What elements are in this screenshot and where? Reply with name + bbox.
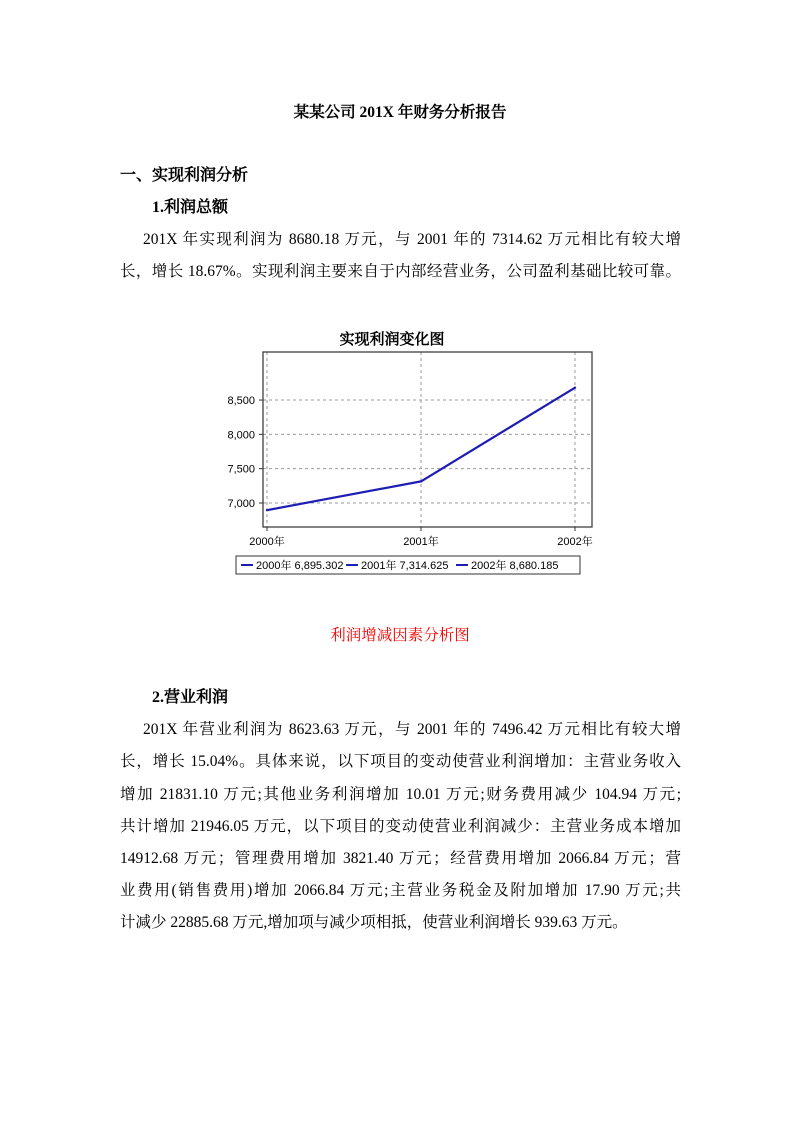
y-tick-label: 8,500: [227, 395, 255, 408]
y-tick-label: 7,500: [227, 463, 255, 476]
subsection-heading-operating-profit: 2.营业利润: [152, 689, 229, 706]
profit-trend-chart: [200, 320, 620, 590]
body-line: 增加 21831.10 万元;其他业务利润增加 10.01 万元;财务费用减少 104.94 万元;: [120, 786, 681, 803]
document-title: 某某公司 201X 年财务分析报告: [293, 104, 507, 121]
legend-label: 2001年 7,314.625: [361, 560, 449, 572]
body-line: 长，增长 15.04%。具体来说，以下项目的变动使营业利润增加：主营业务收入: [120, 753, 681, 770]
data-point: [420, 480, 422, 482]
x-tick-label: 2000年: [249, 536, 285, 548]
body-line: 长，增长 18.67%。实现利润主要来自于内部经营业务，公司盈利基础比较可靠。: [120, 263, 681, 280]
body-line: 201X 年实现利润为 8680.18 万元，与 2001 年的 7314.62 万元相比有较大增: [143, 231, 681, 248]
body-line: 共计增加 21946.05 万元，以下项目的变动使营业利润减少：主营业务成本增加: [120, 818, 681, 835]
section-heading-realized-profit: 一、实现利润分析: [120, 167, 249, 184]
x-tick-label: 2001年: [403, 536, 439, 548]
body-line: 业费用(销售费用)增加 2066.84 万元;主营业务税金及附加增加 17.90 万元;共: [120, 882, 681, 899]
x-tick-label: 2002年: [557, 536, 593, 548]
body-line: 201X 年营业利润为 8623.63 万元，与 2001 年的 7496.42 万元相比有较大增: [143, 721, 681, 738]
y-tick-label: 8,000: [227, 429, 255, 442]
y-tick-label: 7,000: [227, 497, 255, 510]
legend-label: 2002年 8,680.185: [471, 560, 559, 572]
data-point: [266, 509, 268, 511]
body-line: 计减少 22885.68 万元,增加项与减少项相抵，使营业利润增长 939.63 万元。: [120, 914, 628, 931]
chart-title: 实现利润变化图: [339, 331, 445, 348]
legend-label: 2000年 6,895.302: [256, 560, 344, 572]
data-point: [574, 386, 576, 388]
figure-caption: 利润增减因素分析图: [330, 627, 470, 644]
body-line: 14912.68 万元；管理费用增加 3821.40 万元；经营费用增加 2066.84 万元；营: [120, 850, 681, 867]
subsection-heading-total-profit: 1.利润总额: [152, 199, 229, 216]
